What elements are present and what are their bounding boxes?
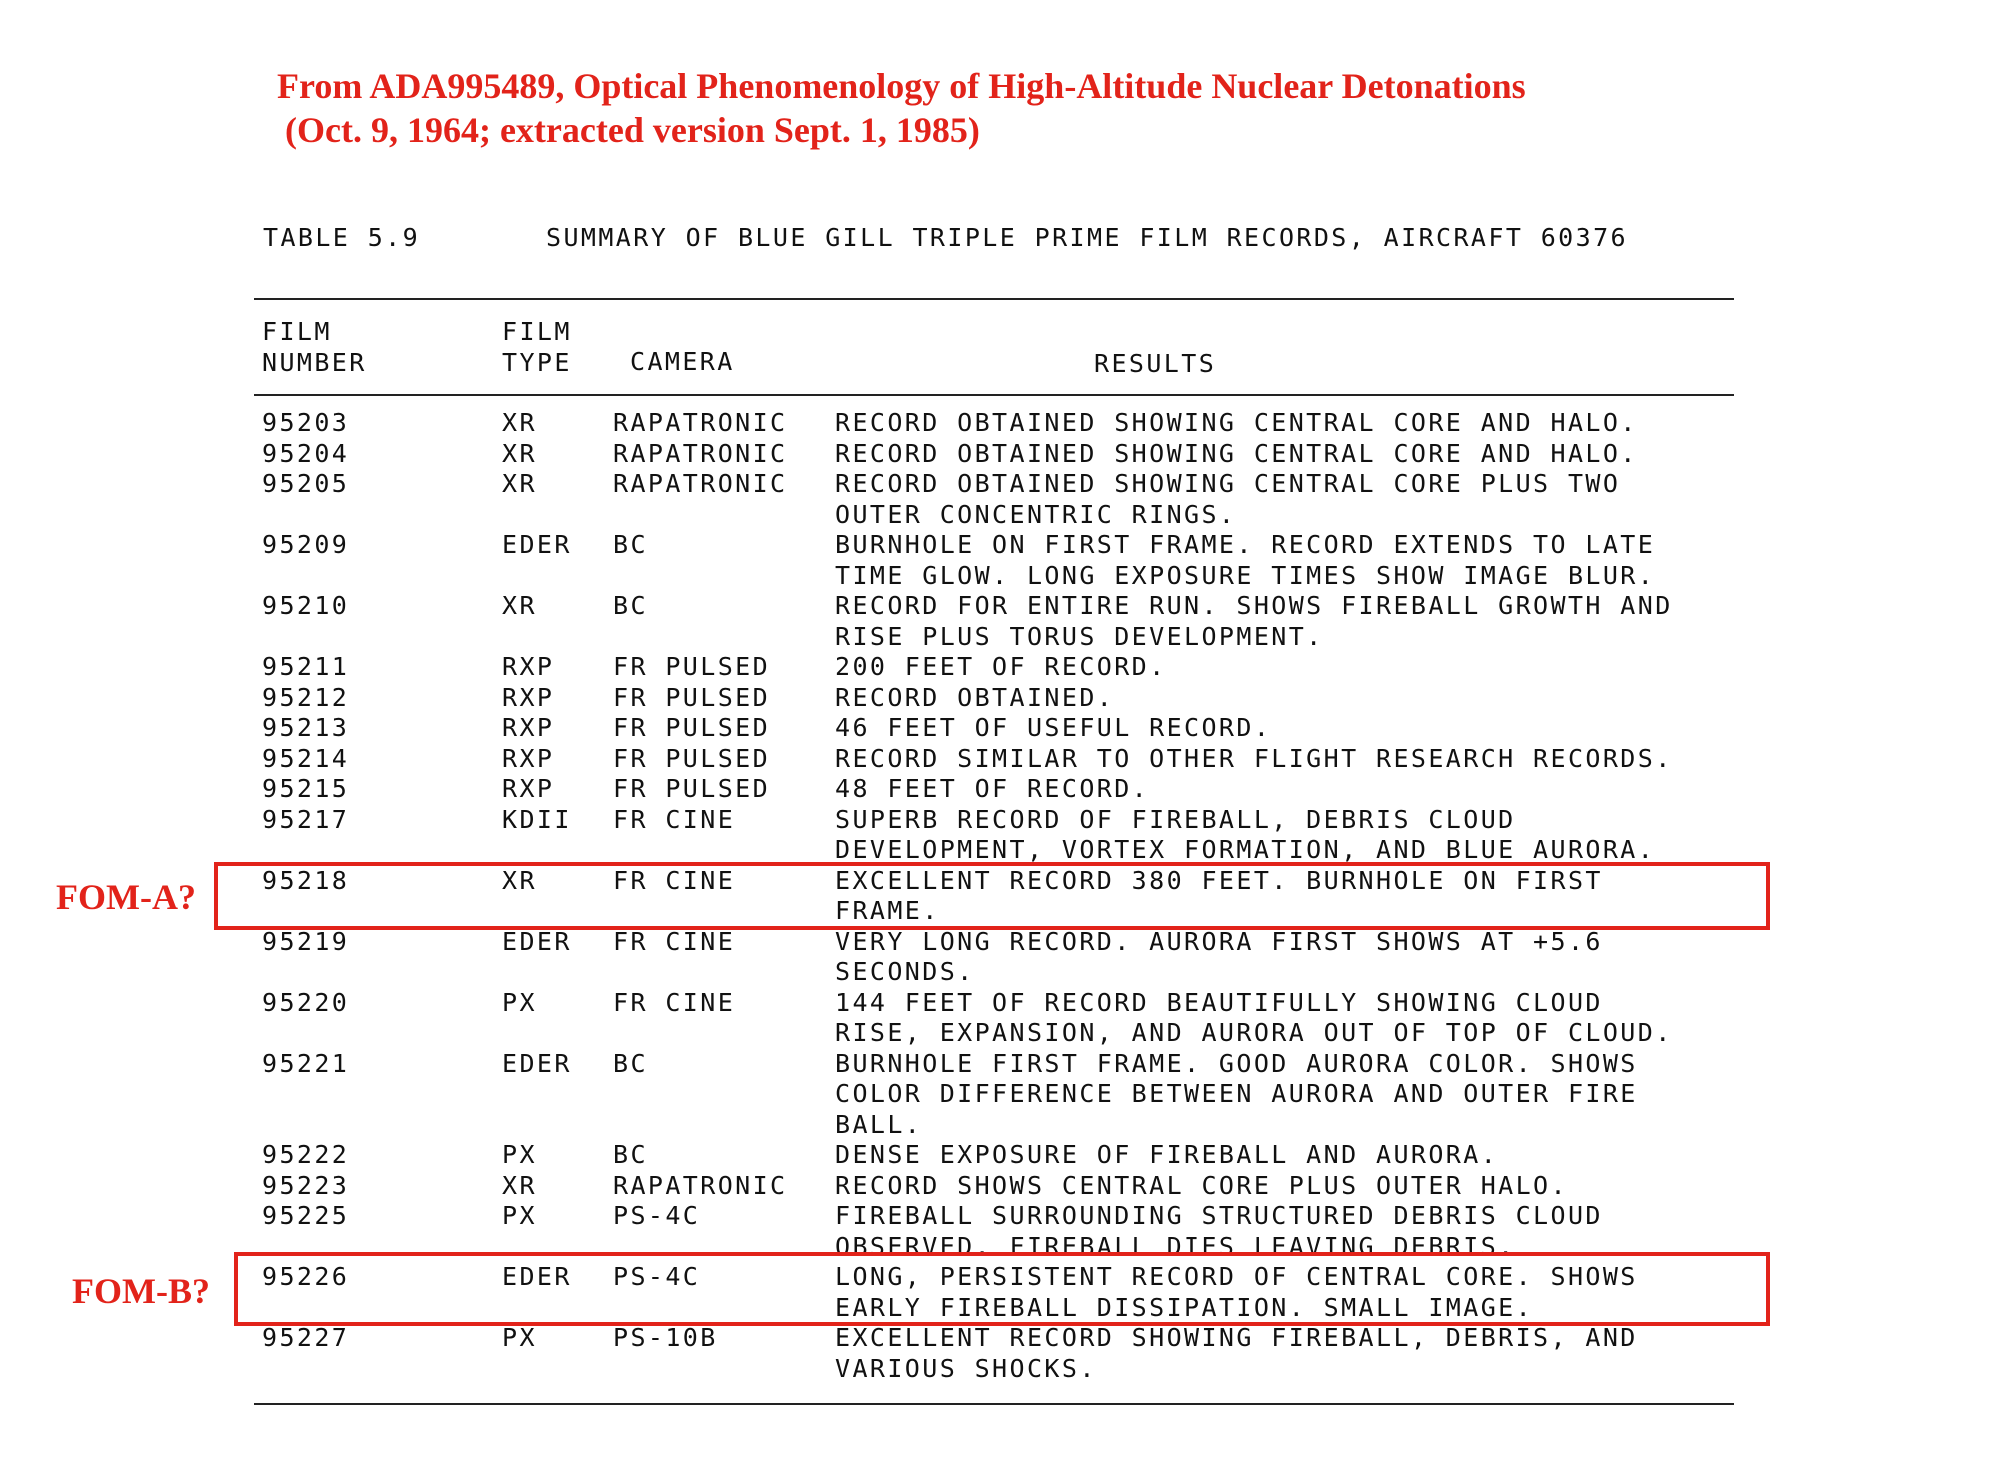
cell-film-type: PX [502,1140,537,1169]
cell-film-type: PX [502,1201,537,1230]
table-row [0,652,2000,683]
cell-camera: PS-10B [613,1323,718,1352]
cell-film-number: 95205 [262,469,350,498]
cell-film-number: 95217 [262,804,350,834]
cell-results: RECORD SIMILAR TO OTHER FLIGHT RESEARCH RECORDS. [835,743,1673,773]
cell-camera: BC [613,1048,648,1078]
cell-results: RECORD FOR ENTIRE RUN. SHOWS FIREBALL GROWTH AND RISE PLUS TORUS DEVELOPMENT. [835,591,1673,651]
column-header-film-type: FILM TYPE [502,317,572,377]
cell-results: BURNHOLE FIRST FRAME. GOOD AURORA COLOR. SHOWS COLOR DIFFERENCE BETWEEN AURORA AND OUTER FIRE BALL. [835,1048,1638,1139]
cell-film-type: RXP [502,652,555,681]
cell-film-type: RXP [502,713,555,742]
cell-film-type: XR [502,438,537,468]
table-row [0,1323,2000,1384]
cell-film-number: 95218 [262,865,350,895]
table-row [0,408,2000,439]
cell-film-number: 95219 [262,926,350,956]
cell-camera: BC [613,591,648,620]
cell-film-type: XR [502,1170,537,1200]
cell-film-type: XR [502,469,537,498]
cell-film-number: 95223 [262,1170,350,1200]
cell-camera: PS-4C [613,1262,701,1291]
table-row [0,1171,2000,1202]
table-row [0,469,2000,530]
table-row [0,988,2000,1049]
highlight-box-fom-a [214,862,1770,930]
cell-film-type: PX [502,987,537,1017]
cell-camera: FR CINE [613,865,736,895]
cell-film-type: EDER [502,1048,572,1078]
column-header-results: RESULTS [1094,349,1217,378]
cell-camera: FR PULSED [613,682,771,712]
cell-film-type: XR [502,408,537,437]
cell-film-number: 95214 [262,743,350,773]
table-title: SUMMARY OF BLUE GILL TRIPLE PRIME FILM RECORDS, AIRCRAFT 60376 [546,223,1628,252]
table-row [0,713,2000,744]
table-row [0,744,2000,775]
cell-results: 46 FEET OF USEFUL RECORD. [835,713,1272,742]
table-row [0,805,2000,866]
cell-film-number: 95222 [262,1140,350,1169]
cell-camera: FR PULSED [613,774,771,803]
table-row [0,591,2000,652]
cell-results: RECORD SHOWS CENTRAL CORE PLUS OUTER HALO. [835,1170,1568,1200]
cell-camera: FR PULSED [613,713,771,742]
table-row [0,774,2000,805]
cell-film-type: EDER [502,530,572,559]
cell-film-number: 95203 [262,408,350,437]
cell-results: FIREBALL SURROUNDING STRUCTURED DEBRIS CLOUD OBSERVED. FIREBALL DIES LEAVING DEBRIS. [835,1201,1603,1261]
cell-camera: BC [613,530,648,559]
table-row [0,439,2000,470]
cell-camera: FR PULSED [613,743,771,773]
cell-film-number: 95220 [262,987,350,1017]
cell-film-type: KDII [502,804,572,834]
table-number: TABLE 5.9 [263,223,421,252]
cell-camera: FR CINE [613,987,736,1017]
cell-results: 200 FEET OF RECORD. [835,652,1167,681]
cell-camera: RAPATRONIC [613,469,788,498]
cell-results: EXCELLENT RECORD SHOWING FIREBALL, DEBRIS, AND VARIOUS SHOCKS. [835,1323,1638,1383]
annotation-fom-a: FOM-A? [56,877,196,917]
cell-film-number: 95209 [262,530,350,559]
cell-film-type: EDER [502,926,572,956]
cell-camera: FR CINE [613,926,736,956]
table-header-rule [254,394,1734,396]
cell-results: DENSE EXPOSURE OF FIREBALL AND AURORA. [835,1140,1499,1169]
cell-film-type: XR [502,591,537,620]
cell-film-type: PX [502,1323,537,1352]
cell-film-type: EDER [502,1262,572,1291]
table-row [0,1140,2000,1171]
table-row [0,927,2000,988]
column-header-film-number: FILM NUMBER [262,317,367,377]
cell-results: 48 FEET OF RECORD. [835,774,1150,803]
table-bottom-rule [254,1403,1734,1405]
cell-film-number: 95225 [262,1201,350,1230]
cell-film-number: 95212 [262,682,350,712]
table-row [0,530,2000,591]
cell-film-number: 95227 [262,1323,350,1352]
cell-film-number: 95213 [262,713,350,742]
cell-film-number: 95211 [262,652,350,681]
cell-film-type: RXP [502,743,555,773]
cell-film-number: 95215 [262,774,350,803]
cell-film-number: 95204 [262,438,350,468]
table-row [0,683,2000,714]
cell-results: RECORD OBTAINED SHOWING CENTRAL CORE PLUS TWO OUTER CONCENTRIC RINGS. [835,469,1621,529]
cell-camera: BC [613,1140,648,1169]
cell-results: RECORD OBTAINED SHOWING CENTRAL CORE AND HALO. [835,408,1638,437]
cell-results: SUPERB RECORD OF FIREBALL, DEBRIS CLOUD DEVELOPMENT, VORTEX FORMATION, AND BLUE AURORA. [835,804,1656,864]
highlight-box-fom-b [234,1252,1770,1326]
header-line-2: (Oct. 9, 1964; extracted version Sept. 1, 1985) [285,110,980,150]
table-row [0,1049,2000,1141]
cell-camera: FR CINE [613,804,736,834]
cell-camera: RAPATRONIC [613,408,788,437]
cell-film-type: XR [502,865,537,895]
header-line-1: From ADA995489, Optical Phenomenology of High-Altitude Nuclear Detonations [277,66,1526,106]
cell-camera: PS-4C [613,1201,701,1230]
table-top-rule [254,298,1734,300]
document-header [277,64,1526,152]
cell-film-number: 95226 [262,1262,350,1291]
cell-film-type: RXP [502,682,555,712]
cell-results: RECORD OBTAINED. [835,682,1115,712]
cell-results: BURNHOLE ON FIRST FRAME. RECORD EXTENDS TO LATE TIME GLOW. LONG EXPOSURE TIMES SHOW IMAGE BLUR. [835,530,1656,590]
table-caption [263,223,1628,252]
cell-results: 144 FEET OF RECORD BEAUTIFULLY SHOWING CLOUD RISE, EXPANSION, AND AURORA OUT OF TOP OF CLOUD. [835,987,1673,1047]
cell-camera: RAPATRONIC [613,1170,788,1200]
cell-camera: RAPATRONIC [613,438,788,468]
cell-film-number: 95221 [262,1048,350,1078]
cell-camera: FR PULSED [613,652,771,681]
column-header-camera: CAMERA [630,347,735,376]
cell-film-type: RXP [502,774,555,803]
annotation-fom-b: FOM-B? [72,1271,210,1311]
cell-results: VERY LONG RECORD. AURORA FIRST SHOWS AT +5.6 SECONDS. [835,926,1603,986]
cell-film-number: 95210 [262,591,350,620]
cell-results: EXCELLENT RECORD 380 FEET. BURNHOLE ON FIRST FRAME. [835,865,1603,925]
cell-results: RECORD OBTAINED SHOWING CENTRAL CORE AND HALO. [835,438,1638,468]
cell-results: LONG, PERSISTENT RECORD OF CENTRAL CORE. SHOWS EARLY FIREBALL DISSIPATION. SMALL IMAGE. [835,1262,1638,1322]
